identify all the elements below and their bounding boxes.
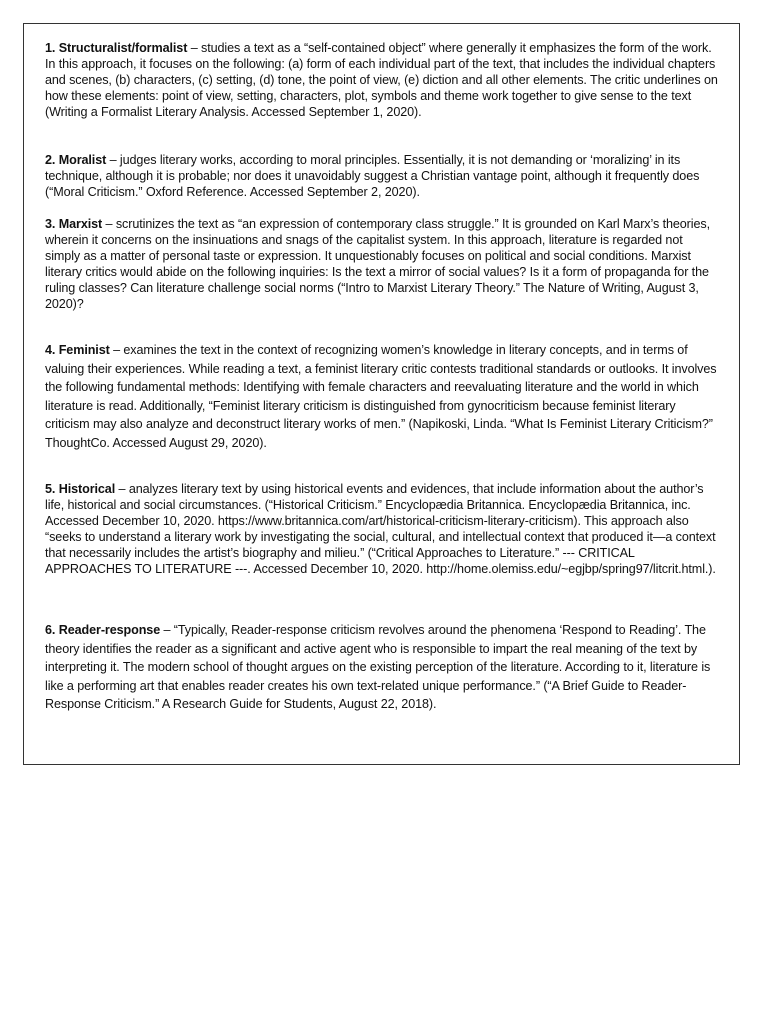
document-box <box>23 23 740 765</box>
entry-number: 1. <box>45 41 56 55</box>
entry-term <box>45 482 115 496</box>
entry-number: 2. <box>45 153 56 167</box>
entry-structuralist <box>45 40 721 120</box>
entry-text: – examines the text in the context of recognizing women’s knowledge in literary concepts, and in terms of valuing their experiences. While reading a text, a feminist literary critic contests traditional standards or outlooks. It involves the following fundamental methods: Identifying with female characters and reevaluating literature and the world in which literature is read. Additionally, “Feminist literary criticism is distinguished from gynocriticism because feminist literary criticism may also analyze and deconstruct literary works of men.” (Napikoski, Linda. “What Is Feminist Literary Criticism?” ThoughtCo. Accessed August 29, 2020). <box>45 343 717 450</box>
entry-number: 4. <box>45 343 56 357</box>
entry-term-label: Moralist <box>58 153 107 167</box>
entry-term-label: Structuralist/formalist <box>58 41 188 55</box>
entry-marxist <box>45 216 721 313</box>
entry-term-label: Reader-response <box>58 623 161 637</box>
entry-historical <box>45 481 721 578</box>
entry-reader-response <box>45 621 721 714</box>
entry-term-label: Historical <box>58 482 116 496</box>
entry-term <box>45 41 187 55</box>
entry-text: – scrutinizes the text as “an expression of contemporary class struggle.” It is grounded on Karl Marx’s theories, wherein it concerns on the insinuations and snags of the capitalist system. In this approach, literature is regarded not simply as a matter of personal taste or expression. It unquestionably focuses on political and social conditions. Marxist literary critics would abide on the following inquiries: Is the text a mirror of social values? Is it a form of propaganda for the ruling classes? Can literature challenge social norms (“Intro to Marxist Literary Theory.” The Nature of Writing, August 3, 2020)? <box>45 217 710 312</box>
entry-text: – judges literary works, according to moral principles. Essentially, it is not demanding or ‘moralizing’ in its technique, although it is probable; nor does it unavoidably suggest a Christian vantage point, although it frequently does (“Moral Criticism.” Oxford Reference. Accessed September 2, 2020). <box>45 153 700 200</box>
entry-number: 6. <box>45 623 56 637</box>
entry-term <box>45 623 160 637</box>
entry-text: – studies a text as a “self-contained object” where generally it emphasizes the form of the work. In this approach, it focuses on the following: (a) form of each individual part of the text, that includes the individual chapters and scenes, (b) characters, (c) setting, (d) tone, the point of view, (e) diction and all other elements. The critic underlines on how these elements: point of view, setting, characters, plot, symbols and theme work together to give sense to the text (Writing a Formalist Literary Analysis. Accessed September 1, 2020). <box>45 41 718 120</box>
entry-moralist <box>45 152 721 200</box>
entry-number: 5. <box>45 482 56 496</box>
entry-term <box>45 343 110 357</box>
entry-text: – analyzes literary text by using historical events and evidences, that include information about the author’s life, historical and social circumstances. (“Historical Criticism.” Encyclopædia Britannica. Encyclopædia Britannica, inc. Accessed December 10, 2020. https://www.britannica.com/art/historical-criticism-literary-criticism). This approach also “seeks to understand a literary work by investigating the social, cultural, and intellectual context that produced it—a context that necessarily includes the artist’s biography and milieu.” (“Critical Approaches to Literature.” --- CRITICAL APPROACHES TO LITERATURE ---. Accessed December 10, 2020. http://home.olemiss.edu/~egjbp/spring97/litcrit.html.). <box>45 482 716 577</box>
entry-term <box>45 217 102 231</box>
entry-feminist <box>45 341 721 453</box>
entry-term <box>45 153 106 167</box>
entry-term-label: Feminist <box>58 343 110 357</box>
entry-number: 3. <box>45 217 56 231</box>
entry-term-label: Marxist <box>58 217 103 231</box>
entry-text: – “Typically, Reader-response criticism revolves around the phenomena ‘Respond to Reading’. The theory identifies the reader as a significant and active agent who is responsible to impart the real meaning of the text by interpreting it. The modern school of thought argues on the existing perception of the literature. According to it, literature is like a performing art that enables reader creates his own text-related unique performance.” (“A Brief Guide to Reader-Response Criticism.” A Research Guide for Students, August 22, 2018). <box>45 623 711 712</box>
